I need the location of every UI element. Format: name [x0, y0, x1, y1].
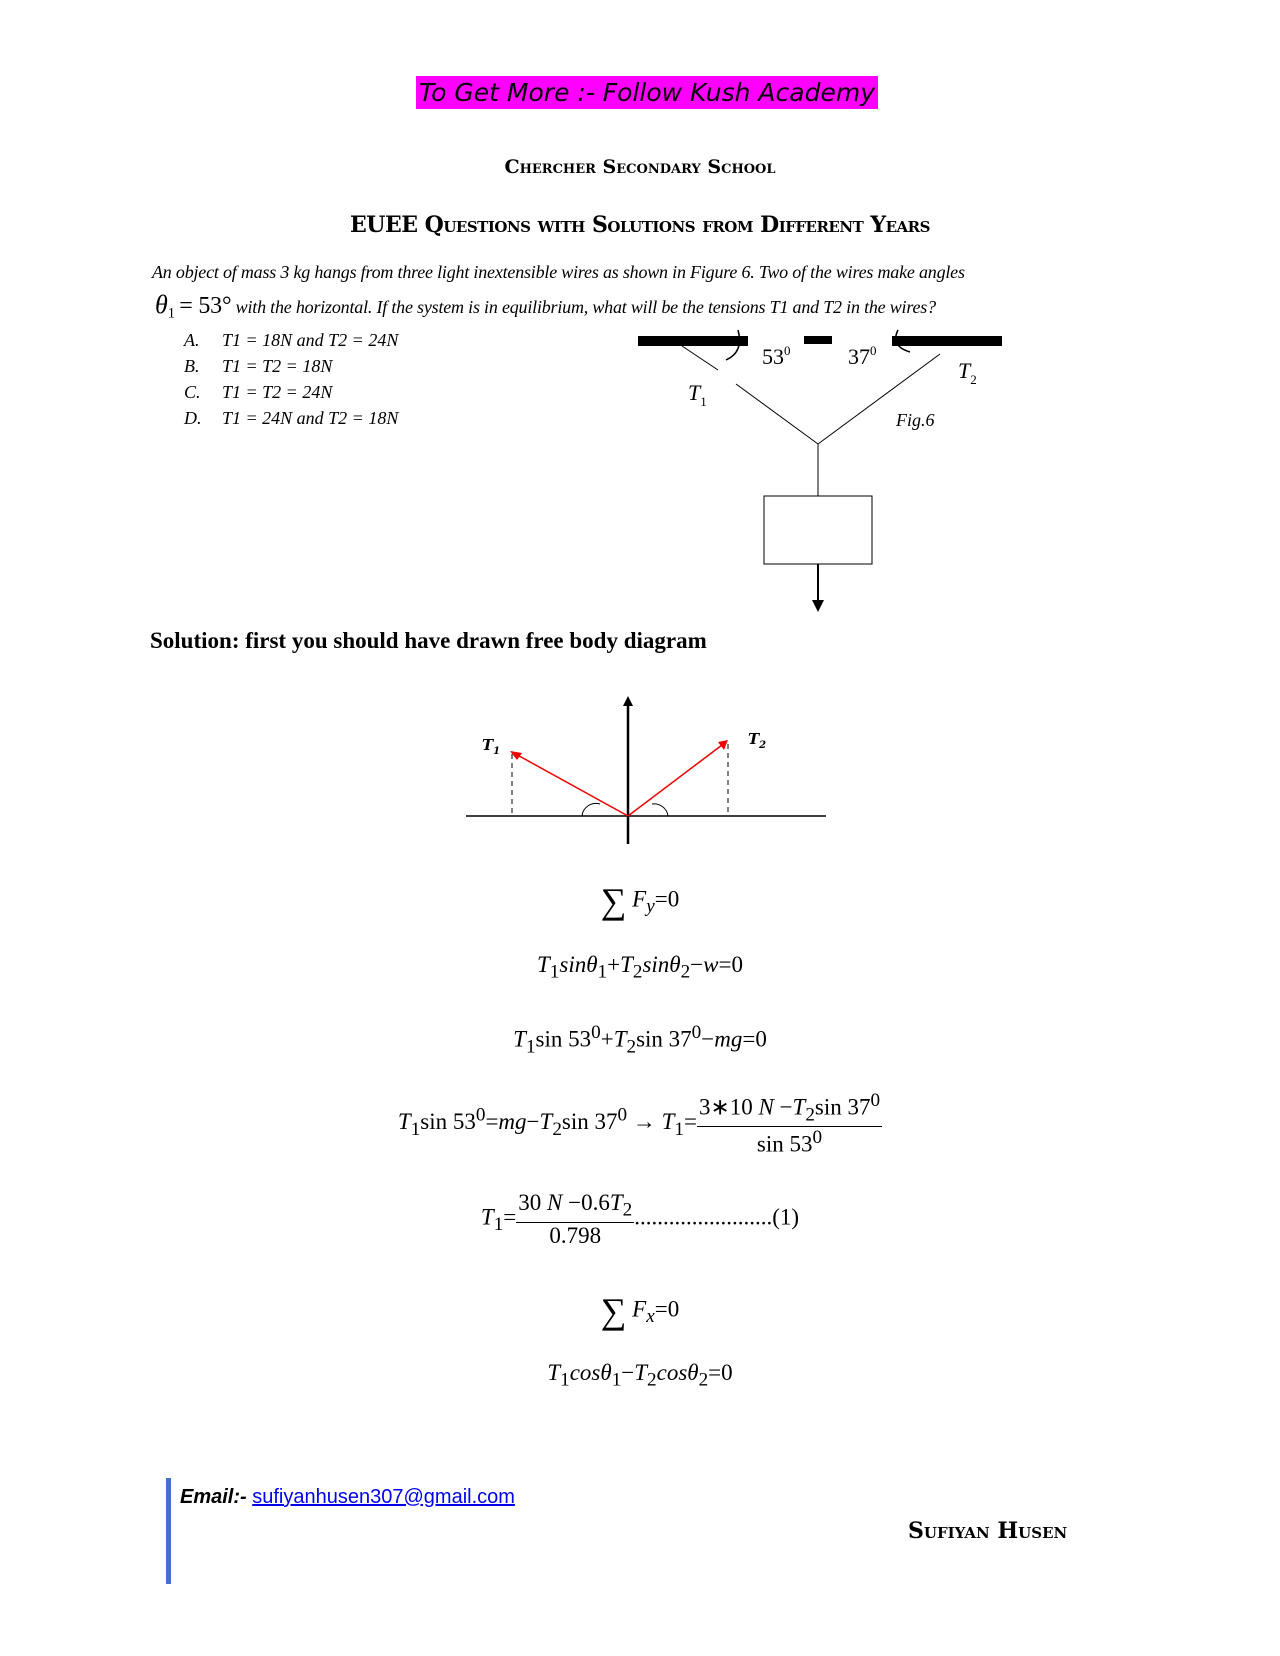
document-title: EUEE Questions with Solutions from Different Years [350, 212, 930, 238]
equation-sum-fx: ∑ $F_x=0$ [600, 1291, 680, 1331]
equation-sum-fy: ∑ $F_y=0$ [600, 881, 680, 921]
option-c: C. T1 = T2 = 24N [184, 382, 333, 402]
free-body-diagram [0, 680, 1280, 860]
footer-accent-bar [166, 1478, 171, 1584]
fbd-t1-label: $T_1$ [482, 736, 501, 757]
figure-caption: Fig.6 [896, 410, 935, 430]
author-name: Sufiyan Husen [908, 1518, 1068, 1544]
fbd-t2-label: $T_2$ [748, 730, 767, 751]
theta-symbol: θ [155, 290, 168, 319]
equation-3: $T_1\sin$ $53^0=mg-T_2\sin$ $37^0 \to T_1=$ $\frac{3∗10 N -T_2\sin 37^0}{\sin 53^0}$ [397, 1090, 881, 1157]
theta-value: = 53° [179, 293, 232, 319]
angle-37-label: $37^0$ [848, 343, 877, 369]
equation-4: $T_1=$ $\frac{30 N -0.6T_2}{0.798}$ ........................(1) [480, 1190, 800, 1248]
angle-53-label: $53^0$ [762, 343, 791, 369]
equation-1: $T_1\sin\theta_1+T_2\sin\theta_2-w=0$ [537, 952, 743, 983]
email-link[interactable]: sufiyanhusen307@gmail.com [252, 1486, 515, 1508]
option-a: A. T1 = 18N and T2 = 24N [184, 330, 399, 350]
promo-banner: To Get More :- Follow Kush Academy [416, 76, 878, 109]
figure-6-diagram [0, 0, 1280, 640]
t2-label: $T_2$ [958, 358, 977, 387]
option-b: B. T1 = T2 = 18N [184, 356, 333, 376]
footer-email: Email:- sufiyanhusen307@gmail.com [180, 1486, 515, 1508]
theta-sub: 1 [167, 305, 175, 322]
school-name: Chercher Secondary School [504, 156, 776, 178]
equation-5: $T_1\cos\theta_1-T_2\cos\theta_2=0$ [547, 1360, 733, 1391]
t1-label: $T_1$ [688, 380, 707, 409]
option-d: D. T1 = 24N and T2 = 18N [184, 408, 399, 428]
question-line-1: An object of mass 3 kg hangs from three light inextensible wires as shown in Figure 6. Two of the wires make angles [152, 262, 965, 282]
question-text: with the horizontal. If the system is in equilibrium, what will be the tensions T1 and T2 in the wires? [235, 297, 936, 317]
equation-2: $T_1\sin$ $53^0+T_2\sin$ $37^0-mg=0$ [513, 1022, 767, 1058]
solution-heading: Solution: first you should have drawn free body diagram [150, 628, 707, 653]
